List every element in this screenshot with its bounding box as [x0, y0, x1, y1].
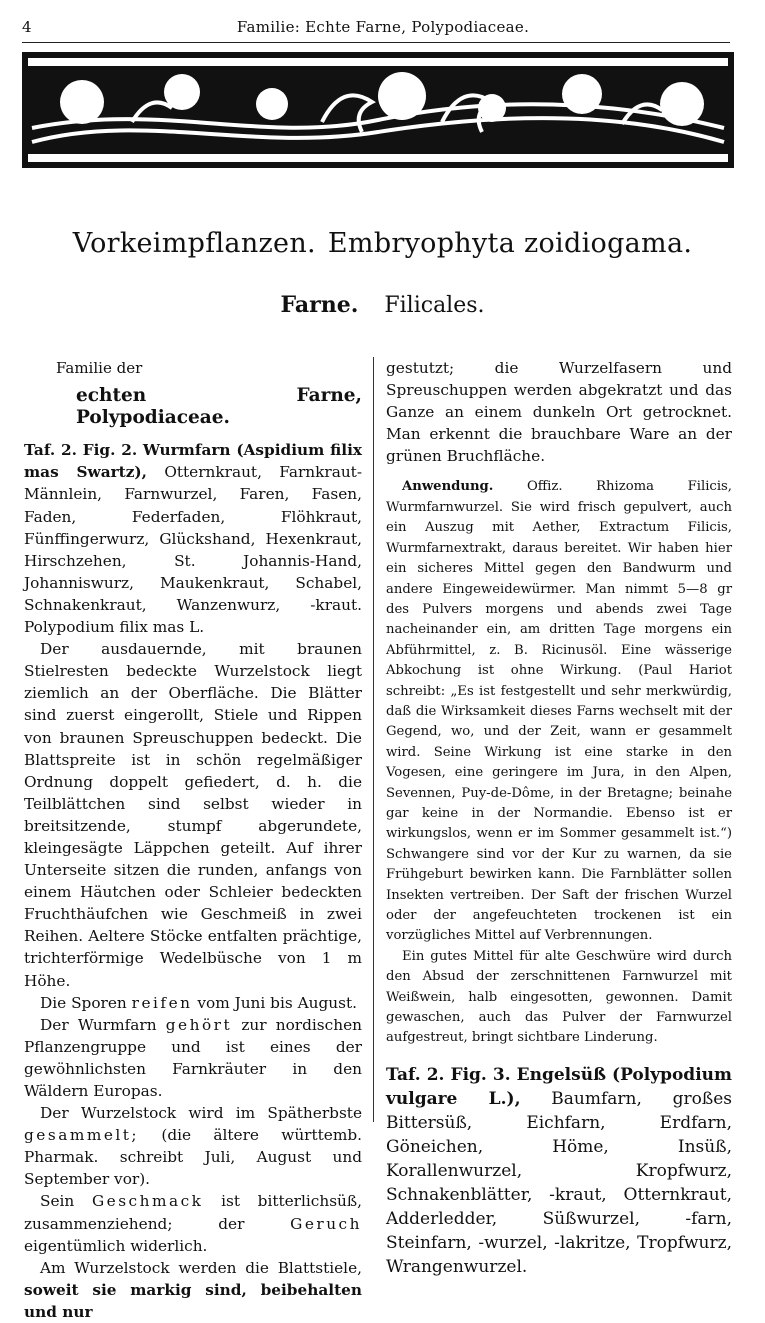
paragraph-spores [24, 992, 362, 1014]
entry-wurmfarn-names: Otternkraut, Farnkraut-Männlein, Farnwurzel, Faren, Fasen, Faden, Federfaden, Flöhkraut, Fünffingerwurz, Glückshand, Hexenkraut, Hirschzehen, St. Johannis-Hand, Johanniswurz, Maukenkraut, Schabel, Schnakenkraut, Wanzenwurz, -kraut. Polypodium filix mas L. [24, 463, 362, 637]
family-name: echten Farne, Polypodiaceae. [76, 385, 362, 429]
entry-engelsuess-lead: Taf. 2. Fig. 3. Engelsüß (Polypodium vulgare L.), [386, 1064, 732, 1109]
usage-text: Offiz. Rhizoma Filicis, Wurmfarnwurzel. Sie wird frisch gepulvert, auch ein Auszug mit Aether, Extractum Filicis, Wurmfarnextrakt, daraus bereitet. Wir haben hier ein sicheres Mittel gegen den Bandwurm und andere Eingeweidewürmer. Man nimmt 5—8 gr des Pulvers morgens und abends zwei Tage nacheinander ein, am dritten Tage morgens ein Abführmittel, z. B. Ricinusöl. Eine wässerige Abkochung ist ohne Wirkung. (Paul Hariot schreibt: „Es ist festgestellt und sehr merkwürdig, daß die Wirksamkeit dieses Farns wechselt mit der Gegend, wo, und der Zeit, wann er gesammelt wird. Seine Wirkung ist eine starke in den Vogesen, eine geringere im Jura, in den Alpen, Sevennen, Puy-de-Dôme, in der Bretagne; beinahe gar keine in der Normandie. Ebenso ist er wirkungslos, wenn er im Sommer gesammelt ist.“) Schwangere sind vor der Kur zu warnen, da sie Frühgeburt bewirken kann. Die Farnblätter sollen Insekten vertreiben. Der Saft der frischen Wurzel oder der angefeuchteten trockenen ist ein vorzügliches Mittel auf Verbrennungen. [386, 479, 732, 944]
text-run: Die Sporen [40, 993, 127, 1012]
text-run-bold: soweit sie markig sind, beibehalten und nur [24, 1280, 362, 1321]
subsection-title-latin: Filicales. [384, 293, 485, 318]
paragraph-distribution [24, 1014, 362, 1102]
text-run: eigentümlich widerlich. [24, 1236, 208, 1255]
text-run: zur nordischen Pflanzengruppe und ist eines der gewöhnlichsten Farnkräuter in den Wäldern Europas. [24, 1015, 362, 1100]
text-run: vom Juni bis August. [197, 993, 357, 1012]
left-column [24, 357, 362, 1323]
text-run-spaced: gesammelt; [24, 1126, 140, 1145]
subsection-title-german: Farne. [280, 292, 359, 318]
text-run: (die ältere württemb. Pharmak. schreibt Juli, August und September vor). [24, 1126, 362, 1189]
text-run-spaced: Geruch [290, 1214, 362, 1233]
entry-engelsuess-names: Baumfarn, großes Bittersüß, Eichfarn, Erdfarn, Göneichen, Höme, Insüß, Korallenwurzel, Kropfwurz, Schnakenblätter, -kraut, Otternkraut, Adderledder, Süßwurzel, -farn, Steinfarn, -wurzel, -lakritze, Tropfwurz, Wrangenwurzel. [386, 1088, 732, 1277]
spacer [386, 467, 732, 477]
column-divider [373, 357, 374, 1122]
running-head: Familie: Echte Farne, Polypodiaceae. [236, 18, 530, 36]
entry-wurmfarn [24, 439, 362, 638]
right-column [386, 357, 732, 1279]
paragraph-usage-remedy: Ein gutes Mittel für alte Geschwüre wird durch den Absud der zerschnittenen Farnwurzel mit Weißwein, halb eingesotten, gewonnen. Damit gewaschen, auch das Pulver der Farnwurzel aufgestreut, bringt sichtbare Linderung. [386, 948, 732, 1046]
paragraph-description: Der ausdauernde, mit braunen Stielresten bedeckte Wurzelstock liegt ziemlich an der Oberfläche. Die Blätter sind zuerst eingerollt, Stiele und Rippen von braunen Spreuschuppen bedeckt. Die Blattspreite ist in schön regelmäßiger Ordnung doppelt gefiedert, d. h. die Teilblättchen sind selbst wieder in breitsitzende, stumpf abgerundete, kleingesägte Läppchen geteilt. Auf ihrer Unterseite sitzen die runden, anfangs von einem Häutchen oder Schleier bedeckten Fruchthäufchen wie Geschmeiß in zwei Reihen. Aeltere Stöcke entfalten prächtige, trichterförmige Wedelbüsche von 1 m Höhe. [24, 640, 362, 990]
page-number: 4 [22, 18, 32, 36]
entry-wurmfarn-lead: Taf. 2. Fig. 2. Wurmfarn (Aspidium filix mas Swartz), [24, 441, 362, 482]
paragraph-collection [24, 1102, 362, 1190]
paragraph-continuation: gestutzt; die Wurzelfasern und Spreuschuppen werden abgekratzt und das Ganze an einem dunkeln Ort getrocknet. Man erkennt die brauchbare Ware an der grünen Bruchfläche. [386, 359, 732, 466]
header-rule [22, 42, 730, 43]
section-title-german: Vorkeimpflanzen. [72, 228, 316, 259]
text-run-spaced: Geschmack [91, 1192, 204, 1211]
entry-engelsuess [386, 1063, 732, 1279]
fern-ornament-banner [22, 52, 734, 168]
text-run-spaced: gehört [165, 1015, 233, 1034]
subsection-title [0, 292, 765, 318]
paragraph-taste [24, 1190, 362, 1256]
text-run: Am Wurzelstock werden die Blattstiele, [40, 1258, 362, 1277]
text-run: Der Wurzelstock wird im Spätherbste [40, 1104, 362, 1123]
paragraph-processing [24, 1257, 362, 1323]
text-run: ist bitterlichsüß, zusammenziehend; der [24, 1192, 362, 1233]
text-run-spaced: reifen [131, 993, 193, 1012]
text-run: Sein [40, 1192, 75, 1211]
section-title [0, 228, 765, 259]
text-run: Der Wurmfarn [40, 1015, 157, 1034]
section-title-latin: Embryophyta zoidiogama. [327, 228, 693, 259]
usage-lead: Anwendung. [402, 479, 494, 495]
family-label: Familie der [56, 359, 143, 377]
paragraph-usage [386, 477, 732, 946]
running-header [22, 14, 744, 40]
